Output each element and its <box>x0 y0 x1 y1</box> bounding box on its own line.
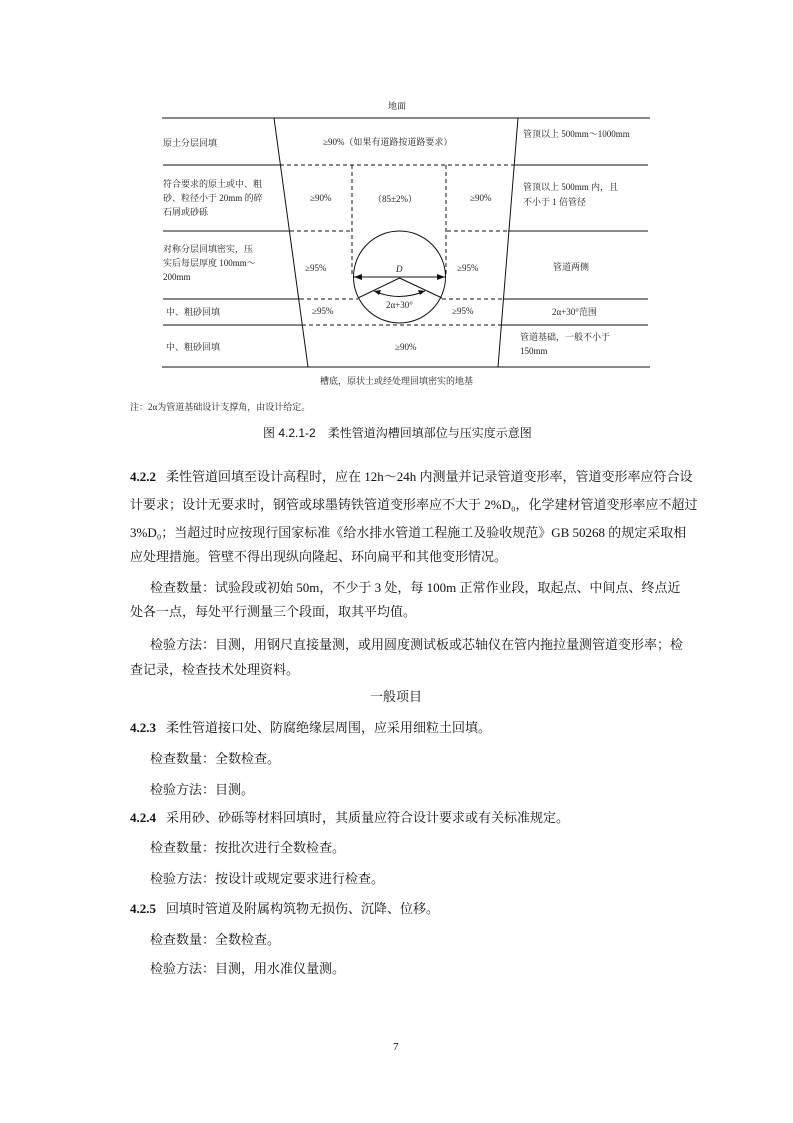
paragraph-line: 柔性管道接口处、防腐绝缘层周围，应采用细粒土回填。 <box>166 720 492 735</box>
row-left-label: 200mm <box>163 272 191 282</box>
paragraph-line: 柔性管道回填至设计高程时，应在 12h～24h 内测量并记录管道变形率，管道变形率应符合设 <box>166 469 693 484</box>
row-left-label: 中、粗砂回填 <box>166 342 221 352</box>
paragraph-line: 应处理措施。管壁不得出现纵向隆起、环向扁平和其他变形情况。 <box>130 549 508 564</box>
left-trench-wall <box>274 118 308 367</box>
paragraph-line: 检验方法：按设计或规定要求进行检查。 <box>150 871 385 886</box>
row-right-label: 150mm <box>520 346 548 356</box>
section-number: 4.2.2 <box>130 469 156 484</box>
paragraph-line: 检查数量：全数检查。 <box>150 932 281 947</box>
row-compaction: ≥95% <box>457 263 479 273</box>
ground-label: 地面 <box>388 101 407 111</box>
angle-label: 2α+30° <box>386 300 413 310</box>
row-right-label: 管顶以上 500mm～1000mm <box>523 129 630 139</box>
section-number: 4.2.3 <box>130 720 156 735</box>
row-right-label: 不小于 1 倍管径 <box>523 197 587 207</box>
bottom-label: 槽底，原状土或经处理回填密实的地基 <box>320 376 474 386</box>
row-left-label: 符合要求的原土或中、粗 <box>163 179 263 189</box>
paragraph-line: 检查数量：试验段或初始 50m，不少于 3 处，每 100m 正常作业段，取起点、中间点、终点近 <box>150 580 681 595</box>
row-compaction: ≥90% <box>395 342 417 352</box>
figure-caption: 图 4.2.1-2 柔性管道沟槽回填部位与压实度示意图 <box>263 426 532 440</box>
row-compaction: ≥90% <box>470 193 492 203</box>
paragraph-line: 查记录，检查技术处理资料。 <box>130 662 300 677</box>
row-left-label: 砂、粒径小于 20mm 的碎 <box>163 193 263 203</box>
paragraph-line: 检验方法：目测。 <box>150 782 255 797</box>
general-items-heading: 一般项目 <box>370 689 423 704</box>
page-number: 7 <box>393 1041 399 1053</box>
row-left-label: 实后每层厚度 100mm～ <box>163 258 256 268</box>
row-right-label: 管道两侧 <box>553 262 590 272</box>
section-number: 4.2.5 <box>130 901 156 916</box>
paragraph-line: 计要求；设计无要求时，钢管或球墨铸铁管道变形率应不大于 2%D₀，化学建材管道变形率应不超过 <box>130 497 698 512</box>
row-right-label: 管道基础，一般不小于 <box>520 332 611 342</box>
paragraph-line: 处各一点，每处平行测量三个段面，取其平均值。 <box>130 604 417 619</box>
section-number: 4.2.4 <box>130 810 156 825</box>
row-compaction: （85±2%） <box>373 194 417 204</box>
paragraph-line: 检查数量：按批次进行全数检查。 <box>150 840 346 855</box>
paragraph-line: 采用砂、砂砾等材料回填时，其质量应符合设计要求或有关标准规定。 <box>166 810 570 825</box>
row-right-label: 管顶以上 500mm 内，且 <box>523 182 619 192</box>
paragraph-line: 3%D₀；当超过时应按现行国家标准《给水排水管道工程施工及验收规范》GB 50268 的规定采取相 <box>130 525 687 540</box>
paragraph-line: 检查数量：全数检查。 <box>150 751 281 766</box>
row-left-label: 石屑或砂砾 <box>163 207 209 217</box>
row-compaction: ≥90% <box>310 193 332 203</box>
figure-note: 注：2α为管道基础设计支撑角，由设计给定。 <box>130 402 311 412</box>
row-compaction: ≥90%（如果有道路按道路要求） <box>323 137 453 147</box>
paragraph-line: 回填时管道及附属构筑物无损伤、沉降、位移。 <box>166 901 440 916</box>
row-compaction: ≥95% <box>305 263 327 273</box>
row-left-label: 原土分层回填 <box>163 138 218 148</box>
row-left-label: 中、粗砂回填 <box>166 307 221 317</box>
paragraph-line: 检验方法：目测，用钢尺直接量测，或用圆度测试板或芯轴仪在管内拖拉量测管道变形率；检 <box>150 637 684 652</box>
row-compaction: ≥95% <box>452 306 474 316</box>
row-compaction: ≥95% <box>312 306 334 316</box>
row-right-label: 2α+30°范围 <box>552 307 597 317</box>
right-trench-wall <box>498 118 518 367</box>
paragraph-line: 检验方法：目测，用水准仪量测。 <box>150 961 346 976</box>
support-angle-arc <box>374 291 425 297</box>
diameter-label: D <box>396 264 403 274</box>
row-left-label: 对称分层回填密实，压 <box>163 244 254 254</box>
